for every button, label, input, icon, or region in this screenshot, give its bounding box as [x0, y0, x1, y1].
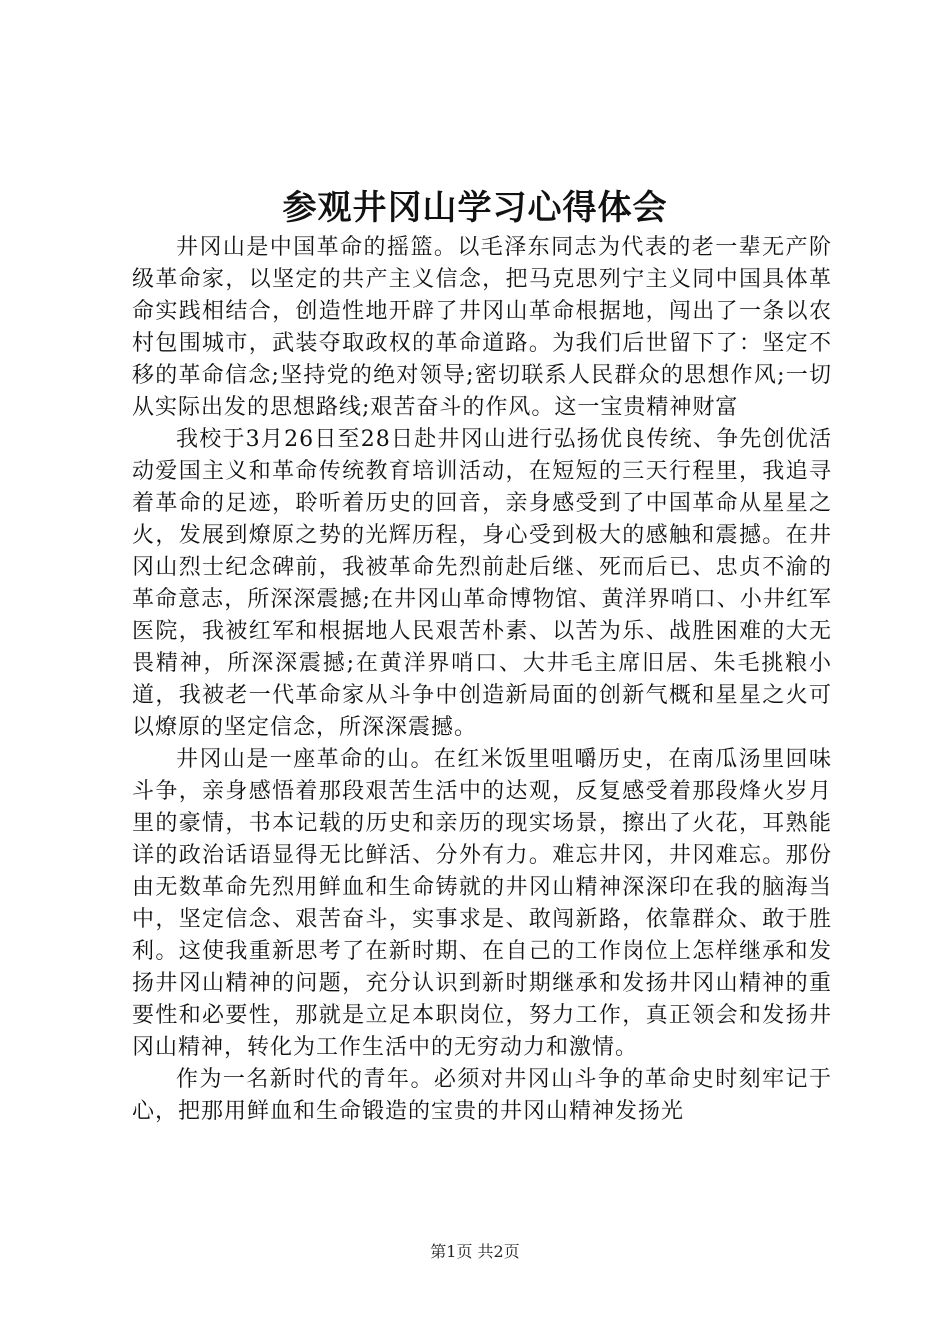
- paragraph-2: 我校于3月26日至28日赴井冈山进行弘扬优良传统、争先创优活动爱国主义和革命传统教育培训活动，在短短的三天行程里，我追寻着革命的足迹，聆听着历史的回音，亲身感受到了中国革命从星星之火，发展到燎原之势的光辉历程，身心受到极大的感触和震撼。在井冈山烈士纪念碑前，我被革命先烈前赴后继、死而后已、忠贞不渝的革命意志，所深深震撼;在井冈山革命博物馆、黄洋界哨口、小井红军医院，我被红军和根据地人民艰苦朴素、以苦为乐、战胜困难的大无畏精神，所深深震撼;在黄洋界哨口、大井毛主席旧居、朱毛挑粮小道，我被老一代革命家从斗争中创造新局面的创新气概和星星之火可以燎原的坚定信念，所深深震撼。: [132, 427, 832, 740]
- page-number-footer: 第1页 共2页: [430, 1242, 520, 1261]
- paragraph-1: 井冈山是中国革命的摇篮。以毛泽东同志为代表的老一辈无产阶级革命家，以坚定的共产主义信念，把马克思列宁主义同中国具体革命实践相结合，创造性地开辟了井冈山革命根据地，闯出了一条以农村包围城市，武装夺取政权的革命道路。为我们后世留下了：坚定不移的革命信念;坚持党的绝对领导;密切联系人民群众的思想作风;一切从实际出发的思想路线;艰苦奋斗的作风。这一宝贵精神财富: [132, 235, 832, 420]
- paragraph-4: 作为一名新时代的青年。必须对井冈山斗争的革命史时刻牢记于心，把那用鲜血和生命锻造的宝贵的井冈山精神发扬光: [132, 1067, 832, 1124]
- document-body: [132, 232, 832, 1128]
- paragraph-3: 井冈山是一座革命的山。在红米饭里咀嚼历史，在南瓜汤里回味斗争，亲身感悟着那段艰苦生活中的达观，反复感受着那段烽火岁月里的豪情，书本记载的历史和亲历的现实场景，擦出了火花，耳熟能详的政治话语显得无比鲜活、分外有力。难忘井冈，井冈难忘。那份由无数革命先烈用鲜血和生命铸就的井冈山精神深深印在我的脑海当中，坚定信念、艰苦奋斗，实事求是、敢闯新路，依靠群众、敢于胜利。这使我重新思考了在新时期、在自己的工作岗位上怎样继承和发扬井冈山精神的问题，充分认识到新时期继承和发扬井冈山精神的重要性和必要性，那就是立足本职岗位，努力工作，真正领会和发扬井冈山精神，转化为工作生活中的无穷动力和激情。: [132, 747, 832, 1060]
- document-title: 参观井冈山学习心得体会: [282, 188, 668, 228]
